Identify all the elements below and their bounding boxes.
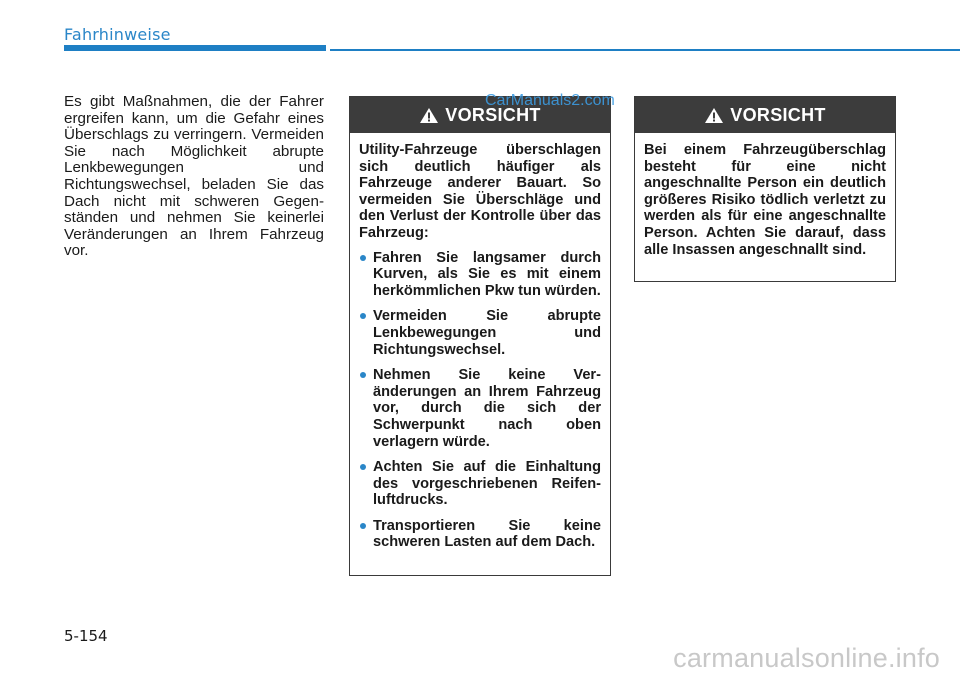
caution-box-left (349, 96, 611, 576)
caution-title: VORSICHT (730, 104, 826, 125)
header-rule-thin (330, 49, 960, 51)
caution-text: Bei einem Fahrzeugüberschlag besteht für eine nicht angeschnallte Person ein deutlich größeres Risiko tödlich verletzt zu werden als für eine angeschnallte Person. Achten Sie darauf, dass alle Insassen angeschnallt sind. (644, 142, 886, 258)
warning-triangle-icon (704, 107, 724, 124)
list-item: Vermeiden Sie abrupte Lenkbewegungen und Richtungswechsel. (359, 308, 601, 358)
caution-header (635, 97, 895, 133)
caution-list (359, 250, 601, 552)
header-rule-thick (64, 45, 326, 51)
caution-box-right (634, 96, 896, 282)
list-item: Nehmen Sie keine Veränderungen an Ihrem Fahrzeug vor, durch die sich der Schwerpunkt nach oben verlagern würde. (359, 367, 601, 450)
caution-intro: Utility-Fahrzeuge überschlagen sich deutlich häufiger als Fahrzeuge anderer Bauart. So vermeiden Sie Überschläge und den Verlust der Kontrolle über das Fahrzeug: (359, 142, 601, 241)
intro-paragraph: Es gibt Maßnahmen, die der Fahrer ergreifen kann, um die Gefahr eines Überschlags zu verringern. Vermeiden Sie nach Möglichkeit abrupte Lenkbewegungen und Richtungswechsel, beladen Sie das Dach nicht mit schweren Gegenständen und nehmen Sie keinerlei Veränderungen an Ihrem Fahrzeug vor. (64, 93, 324, 260)
watermark-link[interactable]: CarManuals2.com (485, 92, 615, 109)
list-item: Transportieren Sie keine schweren Lasten auf dem Dach. (359, 518, 601, 551)
list-item: Fahren Sie langsamer durch Kurven, als Sie es mit einem herkömmlichen Pkw tun würden. (359, 250, 601, 300)
section-title: Fahrhinweise (64, 25, 171, 44)
caution-title: VORSICHT (445, 104, 541, 125)
caution-body (350, 133, 610, 559)
page-number: 5-154 (64, 627, 108, 645)
caution-body (635, 133, 895, 266)
footer-site-watermark: carmanualsonline.info (673, 643, 940, 673)
warning-triangle-icon (419, 107, 439, 124)
list-item: Achten Sie auf die Einhaltung des vorgeschriebenen Reifenluftdrucks. (359, 459, 601, 509)
